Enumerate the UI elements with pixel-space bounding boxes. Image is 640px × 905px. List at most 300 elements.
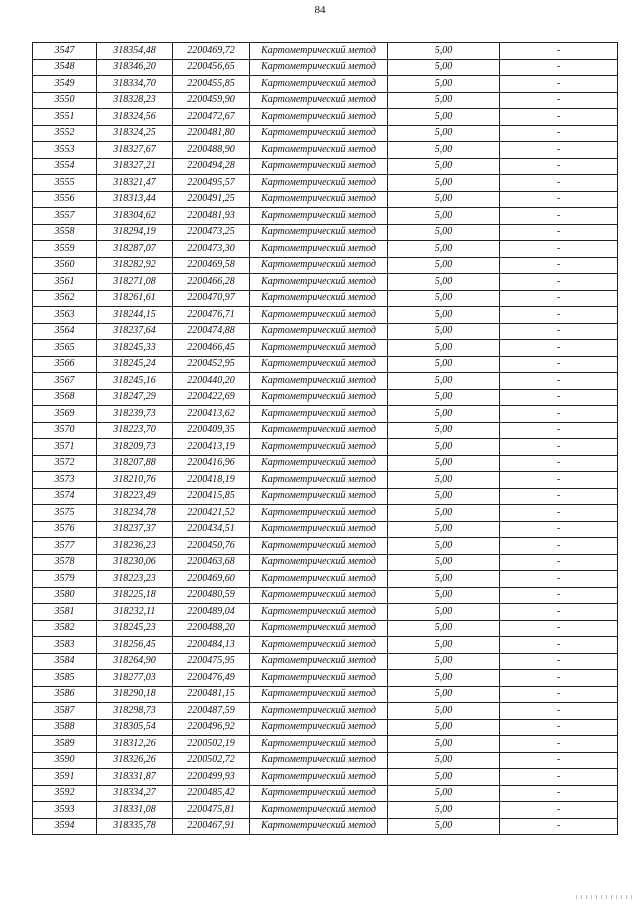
page-number: 84 bbox=[314, 4, 326, 16]
note-cell: - bbox=[500, 752, 618, 769]
y-coordinate-cell: 2200440,20 bbox=[173, 373, 250, 390]
accuracy-cell: 5,00 bbox=[388, 406, 500, 423]
y-coordinate-cell: 2200499,93 bbox=[173, 769, 250, 786]
note-cell: - bbox=[500, 653, 618, 670]
accuracy-cell: 5,00 bbox=[388, 224, 500, 241]
note-cell: - bbox=[500, 472, 618, 489]
method-cell: Картометрический метод bbox=[250, 224, 388, 241]
table-row bbox=[33, 785, 618, 802]
accuracy-cell: 5,00 bbox=[388, 241, 500, 258]
accuracy-cell: 5,00 bbox=[388, 637, 500, 654]
table-row bbox=[33, 356, 618, 373]
method-cell: Картометрический метод bbox=[250, 653, 388, 670]
x-coordinate-cell: 318225,18 bbox=[97, 587, 173, 604]
table-row bbox=[33, 76, 618, 93]
method-cell: Картометрический метод bbox=[250, 587, 388, 604]
accuracy-cell: 5,00 bbox=[388, 307, 500, 324]
note-cell: - bbox=[500, 340, 618, 357]
table-row bbox=[33, 406, 618, 423]
point-number-cell: 3549 bbox=[33, 76, 97, 93]
note-cell: - bbox=[500, 818, 618, 835]
accuracy-cell: 5,00 bbox=[388, 356, 500, 373]
y-coordinate-cell: 2200413,19 bbox=[173, 439, 250, 456]
x-coordinate-cell: 318277,03 bbox=[97, 670, 173, 687]
point-number-cell: 3582 bbox=[33, 620, 97, 637]
table-row bbox=[33, 472, 618, 489]
point-number-cell: 3565 bbox=[33, 340, 97, 357]
table-row bbox=[33, 637, 618, 654]
table-row bbox=[33, 538, 618, 555]
table-row bbox=[33, 43, 618, 60]
point-number-cell: 3585 bbox=[33, 670, 97, 687]
accuracy-cell: 5,00 bbox=[388, 142, 500, 159]
note-cell: - bbox=[500, 686, 618, 703]
y-coordinate-cell: 2200421,52 bbox=[173, 505, 250, 522]
y-coordinate-cell: 2200488,90 bbox=[173, 142, 250, 159]
x-coordinate-cell: 318282,92 bbox=[97, 257, 173, 274]
point-number-cell: 3568 bbox=[33, 389, 97, 406]
note-cell: - bbox=[500, 290, 618, 307]
note-cell: - bbox=[500, 703, 618, 720]
table-row bbox=[33, 455, 618, 472]
accuracy-cell: 5,00 bbox=[388, 538, 500, 555]
x-coordinate-cell: 318223,23 bbox=[97, 571, 173, 588]
point-number-cell: 3592 bbox=[33, 785, 97, 802]
note-cell: - bbox=[500, 191, 618, 208]
note-cell: - bbox=[500, 587, 618, 604]
table-row bbox=[33, 686, 618, 703]
method-cell: Картометрический метод bbox=[250, 158, 388, 175]
method-cell: Картометрический метод bbox=[250, 389, 388, 406]
point-number-cell: 3581 bbox=[33, 604, 97, 621]
x-coordinate-cell: 318232,11 bbox=[97, 604, 173, 621]
x-coordinate-cell: 318234,78 bbox=[97, 505, 173, 522]
point-number-cell: 3550 bbox=[33, 92, 97, 109]
method-cell: Картометрический метод bbox=[250, 274, 388, 291]
x-coordinate-cell: 318245,24 bbox=[97, 356, 173, 373]
y-coordinate-cell: 2200415,85 bbox=[173, 488, 250, 505]
method-cell: Картометрический метод bbox=[250, 175, 388, 192]
accuracy-cell: 5,00 bbox=[388, 505, 500, 522]
accuracy-cell: 5,00 bbox=[388, 191, 500, 208]
y-coordinate-cell: 2200502,72 bbox=[173, 752, 250, 769]
accuracy-cell: 5,00 bbox=[388, 785, 500, 802]
accuracy-cell: 5,00 bbox=[388, 703, 500, 720]
point-number-cell: 3560 bbox=[33, 257, 97, 274]
point-number-cell: 3586 bbox=[33, 686, 97, 703]
y-coordinate-cell: 2200416,96 bbox=[173, 455, 250, 472]
y-coordinate-cell: 2200476,49 bbox=[173, 670, 250, 687]
point-number-cell: 3579 bbox=[33, 571, 97, 588]
note-cell: - bbox=[500, 488, 618, 505]
y-coordinate-cell: 2200473,30 bbox=[173, 241, 250, 258]
note-cell: - bbox=[500, 571, 618, 588]
point-number-cell: 3571 bbox=[33, 439, 97, 456]
note-cell: - bbox=[500, 785, 618, 802]
table-row bbox=[33, 670, 618, 687]
accuracy-cell: 5,00 bbox=[388, 43, 500, 60]
method-cell: Картометрический метод bbox=[250, 670, 388, 687]
method-cell: Картометрический метод bbox=[250, 785, 388, 802]
table-row bbox=[33, 604, 618, 621]
accuracy-cell: 5,00 bbox=[388, 257, 500, 274]
note-cell: - bbox=[500, 422, 618, 439]
table-row bbox=[33, 505, 618, 522]
x-coordinate-cell: 318261,61 bbox=[97, 290, 173, 307]
note-cell: - bbox=[500, 455, 618, 472]
method-cell: Картометрический метод bbox=[250, 488, 388, 505]
y-coordinate-cell: 2200469,72 bbox=[173, 43, 250, 60]
point-number-cell: 3576 bbox=[33, 521, 97, 538]
note-cell: - bbox=[500, 158, 618, 175]
x-coordinate-cell: 318237,64 bbox=[97, 323, 173, 340]
table-row bbox=[33, 59, 618, 76]
y-coordinate-cell: 2200466,28 bbox=[173, 274, 250, 291]
point-number-cell: 3547 bbox=[33, 43, 97, 60]
y-coordinate-cell: 2200495,57 bbox=[173, 175, 250, 192]
point-number-cell: 3583 bbox=[33, 637, 97, 654]
point-number-cell: 3559 bbox=[33, 241, 97, 258]
point-number-cell: 3555 bbox=[33, 175, 97, 192]
accuracy-cell: 5,00 bbox=[388, 818, 500, 835]
note-cell: - bbox=[500, 125, 618, 142]
accuracy-cell: 5,00 bbox=[388, 274, 500, 291]
note-cell: - bbox=[500, 406, 618, 423]
y-coordinate-cell: 2200470,97 bbox=[173, 290, 250, 307]
table-row bbox=[33, 373, 618, 390]
method-cell: Картометрический метод bbox=[250, 307, 388, 324]
x-coordinate-cell: 318236,23 bbox=[97, 538, 173, 555]
method-cell: Картометрический метод bbox=[250, 554, 388, 571]
note-cell: - bbox=[500, 142, 618, 159]
table-row bbox=[33, 224, 618, 241]
table-row bbox=[33, 653, 618, 670]
point-number-cell: 3574 bbox=[33, 488, 97, 505]
y-coordinate-cell: 2200474,88 bbox=[173, 323, 250, 340]
method-cell: Картометрический метод bbox=[250, 703, 388, 720]
note-cell: - bbox=[500, 224, 618, 241]
y-coordinate-cell: 2200456,65 bbox=[173, 59, 250, 76]
accuracy-cell: 5,00 bbox=[388, 208, 500, 225]
method-cell: Картометрический метод bbox=[250, 521, 388, 538]
note-cell: - bbox=[500, 389, 618, 406]
method-cell: Картометрический метод bbox=[250, 637, 388, 654]
x-coordinate-cell: 318334,70 bbox=[97, 76, 173, 93]
note-cell: - bbox=[500, 620, 618, 637]
method-cell: Картометрический метод bbox=[250, 257, 388, 274]
point-number-cell: 3552 bbox=[33, 125, 97, 142]
x-coordinate-cell: 318327,67 bbox=[97, 142, 173, 159]
point-number-cell: 3587 bbox=[33, 703, 97, 720]
x-coordinate-cell: 318223,70 bbox=[97, 422, 173, 439]
point-number-cell: 3591 bbox=[33, 769, 97, 786]
y-coordinate-cell: 2200422,69 bbox=[173, 389, 250, 406]
table-row bbox=[33, 274, 618, 291]
y-coordinate-cell: 2200463,68 bbox=[173, 554, 250, 571]
method-cell: Картометрический метод bbox=[250, 373, 388, 390]
table-row bbox=[33, 109, 618, 126]
method-cell: Картометрический метод bbox=[250, 208, 388, 225]
method-cell: Картометрический метод bbox=[250, 455, 388, 472]
table-row bbox=[33, 752, 618, 769]
y-coordinate-cell: 2200467,91 bbox=[173, 818, 250, 835]
note-cell: - bbox=[500, 521, 618, 538]
x-coordinate-cell: 318294,19 bbox=[97, 224, 173, 241]
method-cell: Картометрический метод bbox=[250, 290, 388, 307]
method-cell: Картометрический метод bbox=[250, 538, 388, 555]
accuracy-cell: 5,00 bbox=[388, 554, 500, 571]
accuracy-cell: 5,00 bbox=[388, 719, 500, 736]
accuracy-cell: 5,00 bbox=[388, 59, 500, 76]
x-coordinate-cell: 318321,47 bbox=[97, 175, 173, 192]
accuracy-cell: 5,00 bbox=[388, 653, 500, 670]
y-coordinate-cell: 2200496,92 bbox=[173, 719, 250, 736]
method-cell: Картометрический метод bbox=[250, 142, 388, 159]
method-cell: Картометрический метод bbox=[250, 340, 388, 357]
note-cell: - bbox=[500, 736, 618, 753]
accuracy-cell: 5,00 bbox=[388, 389, 500, 406]
method-cell: Картометрический метод bbox=[250, 109, 388, 126]
table-row bbox=[33, 521, 618, 538]
y-coordinate-cell: 2200450,76 bbox=[173, 538, 250, 555]
table-row bbox=[33, 389, 618, 406]
note-cell: - bbox=[500, 538, 618, 555]
note-cell: - bbox=[500, 637, 618, 654]
point-number-cell: 3561 bbox=[33, 274, 97, 291]
x-coordinate-cell: 318245,23 bbox=[97, 620, 173, 637]
coordinates-table-body bbox=[33, 43, 618, 835]
x-coordinate-cell: 318298,73 bbox=[97, 703, 173, 720]
x-coordinate-cell: 318331,08 bbox=[97, 802, 173, 819]
method-cell: Картометрический метод bbox=[250, 59, 388, 76]
method-cell: Картометрический метод bbox=[250, 43, 388, 60]
point-number-cell: 3588 bbox=[33, 719, 97, 736]
method-cell: Картометрический метод bbox=[250, 422, 388, 439]
point-number-cell: 3562 bbox=[33, 290, 97, 307]
point-number-cell: 3575 bbox=[33, 505, 97, 522]
x-coordinate-cell: 318354,48 bbox=[97, 43, 173, 60]
accuracy-cell: 5,00 bbox=[388, 439, 500, 456]
note-cell: - bbox=[500, 323, 618, 340]
accuracy-cell: 5,00 bbox=[388, 752, 500, 769]
table-row bbox=[33, 703, 618, 720]
note-cell: - bbox=[500, 76, 618, 93]
table-row bbox=[33, 125, 618, 142]
table-row bbox=[33, 158, 618, 175]
x-coordinate-cell: 318245,16 bbox=[97, 373, 173, 390]
accuracy-cell: 5,00 bbox=[388, 769, 500, 786]
method-cell: Картометрический метод bbox=[250, 241, 388, 258]
x-coordinate-cell: 318334,27 bbox=[97, 785, 173, 802]
note-cell: - bbox=[500, 439, 618, 456]
coordinates-table bbox=[32, 42, 618, 835]
point-number-cell: 3578 bbox=[33, 554, 97, 571]
method-cell: Картометрический метод bbox=[250, 571, 388, 588]
y-coordinate-cell: 2200502,19 bbox=[173, 736, 250, 753]
point-number-cell: 3593 bbox=[33, 802, 97, 819]
note-cell: - bbox=[500, 373, 618, 390]
accuracy-cell: 5,00 bbox=[388, 422, 500, 439]
table-row bbox=[33, 92, 618, 109]
y-coordinate-cell: 2200481,93 bbox=[173, 208, 250, 225]
note-cell: - bbox=[500, 769, 618, 786]
method-cell: Картометрический метод bbox=[250, 92, 388, 109]
method-cell: Картометрический метод bbox=[250, 323, 388, 340]
x-coordinate-cell: 318247,29 bbox=[97, 389, 173, 406]
accuracy-cell: 5,00 bbox=[388, 92, 500, 109]
table-row bbox=[33, 736, 618, 753]
point-number-cell: 3548 bbox=[33, 59, 97, 76]
x-coordinate-cell: 318287,07 bbox=[97, 241, 173, 258]
x-coordinate-cell: 318209,73 bbox=[97, 439, 173, 456]
table-row bbox=[33, 191, 618, 208]
point-number-cell: 3563 bbox=[33, 307, 97, 324]
accuracy-cell: 5,00 bbox=[388, 290, 500, 307]
table-row bbox=[33, 818, 618, 835]
accuracy-cell: 5,00 bbox=[388, 158, 500, 175]
x-coordinate-cell: 318324,25 bbox=[97, 125, 173, 142]
table-row bbox=[33, 571, 618, 588]
scan-mark bbox=[576, 895, 632, 899]
accuracy-cell: 5,00 bbox=[388, 686, 500, 703]
table-row bbox=[33, 290, 618, 307]
note-cell: - bbox=[500, 208, 618, 225]
table-row bbox=[33, 307, 618, 324]
y-coordinate-cell: 2200489,04 bbox=[173, 604, 250, 621]
point-number-cell: 3589 bbox=[33, 736, 97, 753]
point-number-cell: 3584 bbox=[33, 653, 97, 670]
method-cell: Картометрический метод bbox=[250, 802, 388, 819]
x-coordinate-cell: 318239,73 bbox=[97, 406, 173, 423]
method-cell: Картометрический метод bbox=[250, 191, 388, 208]
table-row bbox=[33, 142, 618, 159]
point-number-cell: 3577 bbox=[33, 538, 97, 555]
y-coordinate-cell: 2200481,80 bbox=[173, 125, 250, 142]
x-coordinate-cell: 318290,18 bbox=[97, 686, 173, 703]
x-coordinate-cell: 318244,15 bbox=[97, 307, 173, 324]
accuracy-cell: 5,00 bbox=[388, 670, 500, 687]
y-coordinate-cell: 2200452,95 bbox=[173, 356, 250, 373]
accuracy-cell: 5,00 bbox=[388, 571, 500, 588]
x-coordinate-cell: 318327,21 bbox=[97, 158, 173, 175]
x-coordinate-cell: 318207,88 bbox=[97, 455, 173, 472]
accuracy-cell: 5,00 bbox=[388, 472, 500, 489]
accuracy-cell: 5,00 bbox=[388, 736, 500, 753]
note-cell: - bbox=[500, 554, 618, 571]
accuracy-cell: 5,00 bbox=[388, 604, 500, 621]
point-number-cell: 3553 bbox=[33, 142, 97, 159]
x-coordinate-cell: 318335,78 bbox=[97, 818, 173, 835]
y-coordinate-cell: 2200413,62 bbox=[173, 406, 250, 423]
point-number-cell: 3557 bbox=[33, 208, 97, 225]
y-coordinate-cell: 2200475,81 bbox=[173, 802, 250, 819]
note-cell: - bbox=[500, 92, 618, 109]
point-number-cell: 3590 bbox=[33, 752, 97, 769]
accuracy-cell: 5,00 bbox=[388, 587, 500, 604]
accuracy-cell: 5,00 bbox=[388, 521, 500, 538]
point-number-cell: 3573 bbox=[33, 472, 97, 489]
table-row bbox=[33, 439, 618, 456]
method-cell: Картометрический метод bbox=[250, 439, 388, 456]
point-number-cell: 3558 bbox=[33, 224, 97, 241]
note-cell: - bbox=[500, 59, 618, 76]
x-coordinate-cell: 318331,87 bbox=[97, 769, 173, 786]
y-coordinate-cell: 2200476,71 bbox=[173, 307, 250, 324]
point-number-cell: 3570 bbox=[33, 422, 97, 439]
x-coordinate-cell: 318312,26 bbox=[97, 736, 173, 753]
x-coordinate-cell: 318230,06 bbox=[97, 554, 173, 571]
table-row bbox=[33, 175, 618, 192]
x-coordinate-cell: 318328,23 bbox=[97, 92, 173, 109]
y-coordinate-cell: 2200434,51 bbox=[173, 521, 250, 538]
y-coordinate-cell: 2200469,58 bbox=[173, 257, 250, 274]
table-row bbox=[33, 620, 618, 637]
point-number-cell: 3554 bbox=[33, 158, 97, 175]
method-cell: Картометрический метод bbox=[250, 505, 388, 522]
table-row bbox=[33, 554, 618, 571]
method-cell: Картометрический метод bbox=[250, 604, 388, 621]
table-row bbox=[33, 719, 618, 736]
accuracy-cell: 5,00 bbox=[388, 455, 500, 472]
point-number-cell: 3556 bbox=[33, 191, 97, 208]
note-cell: - bbox=[500, 670, 618, 687]
x-coordinate-cell: 318346,20 bbox=[97, 59, 173, 76]
note-cell: - bbox=[500, 307, 618, 324]
table-row bbox=[33, 488, 618, 505]
method-cell: Картометрический метод bbox=[250, 76, 388, 93]
point-number-cell: 3567 bbox=[33, 373, 97, 390]
y-coordinate-cell: 2200480,59 bbox=[173, 587, 250, 604]
method-cell: Картометрический метод bbox=[250, 472, 388, 489]
accuracy-cell: 5,00 bbox=[388, 109, 500, 126]
y-coordinate-cell: 2200475,95 bbox=[173, 653, 250, 670]
method-cell: Картометрический метод bbox=[250, 752, 388, 769]
x-coordinate-cell: 318326,26 bbox=[97, 752, 173, 769]
method-cell: Картометрический метод bbox=[250, 686, 388, 703]
y-coordinate-cell: 2200418,19 bbox=[173, 472, 250, 489]
y-coordinate-cell: 2200484,13 bbox=[173, 637, 250, 654]
y-coordinate-cell: 2200487,59 bbox=[173, 703, 250, 720]
note-cell: - bbox=[500, 175, 618, 192]
y-coordinate-cell: 2200494,28 bbox=[173, 158, 250, 175]
point-number-cell: 3566 bbox=[33, 356, 97, 373]
method-cell: Картометрический метод bbox=[250, 736, 388, 753]
accuracy-cell: 5,00 bbox=[388, 175, 500, 192]
accuracy-cell: 5,00 bbox=[388, 620, 500, 637]
accuracy-cell: 5,00 bbox=[388, 340, 500, 357]
method-cell: Картометрический метод bbox=[250, 356, 388, 373]
table-row bbox=[33, 422, 618, 439]
y-coordinate-cell: 2200473,25 bbox=[173, 224, 250, 241]
note-cell: - bbox=[500, 802, 618, 819]
table-row bbox=[33, 340, 618, 357]
x-coordinate-cell: 318324,56 bbox=[97, 109, 173, 126]
x-coordinate-cell: 318256,45 bbox=[97, 637, 173, 654]
method-cell: Картометрический метод bbox=[250, 769, 388, 786]
x-coordinate-cell: 318305,54 bbox=[97, 719, 173, 736]
y-coordinate-cell: 2200491,25 bbox=[173, 191, 250, 208]
table-row bbox=[33, 241, 618, 258]
x-coordinate-cell: 318304,62 bbox=[97, 208, 173, 225]
accuracy-cell: 5,00 bbox=[388, 488, 500, 505]
point-number-cell: 3569 bbox=[33, 406, 97, 423]
x-coordinate-cell: 318210,76 bbox=[97, 472, 173, 489]
accuracy-cell: 5,00 bbox=[388, 125, 500, 142]
note-cell: - bbox=[500, 109, 618, 126]
note-cell: - bbox=[500, 257, 618, 274]
accuracy-cell: 5,00 bbox=[388, 323, 500, 340]
table-row bbox=[33, 323, 618, 340]
